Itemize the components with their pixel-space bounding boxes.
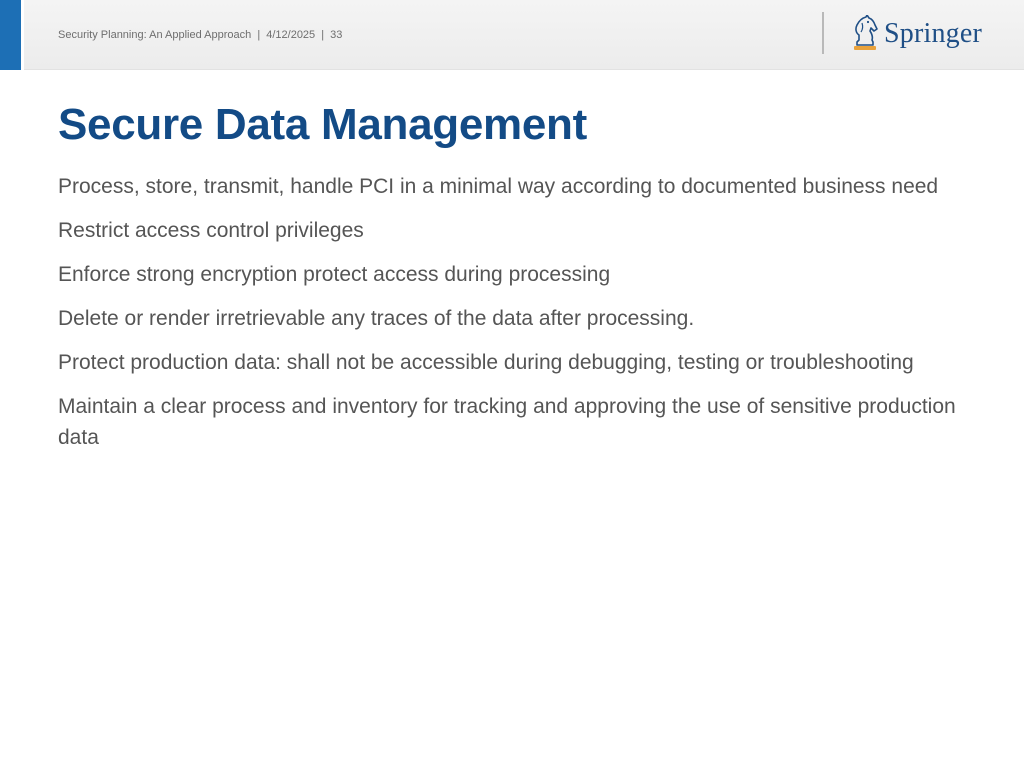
bullet-item: Process, store, transmit, handle PCI in a minimal way according to documented business need [58, 175, 939, 198]
header-bar [0, 0, 1024, 70]
bullet-item: Restrict access control privileges [58, 219, 364, 242]
bullet-item: Delete or render irretrievable any traces of the data after processing. [58, 307, 695, 330]
slide-title: Secure Data Management [58, 100, 587, 149]
bullet-list [58, 171, 968, 466]
logo-divider [822, 12, 824, 54]
footer-separator: | [257, 29, 261, 41]
bullet-item: Protect production data: shall not be accessible during debugging, testing or troubleshooting [58, 351, 914, 374]
springer-horse-icon [851, 15, 879, 51]
accent-strip [0, 0, 21, 70]
footer-date: 4/12/2025 [266, 29, 316, 41]
springer-logo [851, 13, 982, 53]
slide-footer-info [58, 29, 342, 41]
bullet-item: Enforce strong encryption protect access during processing [58, 263, 611, 286]
footer-separator: | [321, 29, 325, 41]
accent-gap [21, 0, 24, 70]
bullet-item: Maintain a clear process and inventory for tracking and approving the use of sensitive production data [58, 395, 956, 449]
footer-page-number: 33 [330, 29, 343, 41]
footer-course: Security Planning: An Applied Approach [58, 29, 252, 41]
logo-wordmark: Springer [884, 18, 983, 49]
